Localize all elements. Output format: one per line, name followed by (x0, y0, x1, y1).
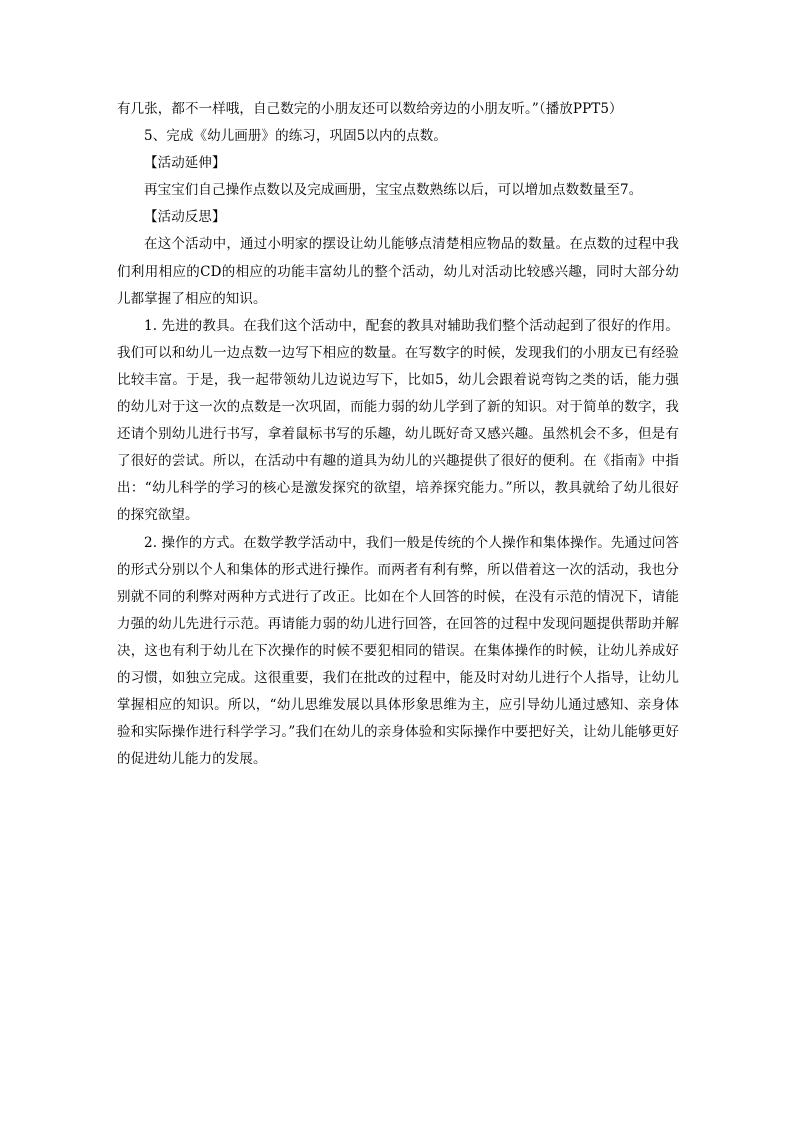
heading-activity-extension: 【活动延伸】 (144, 155, 226, 172)
paragraph-continuation: 有几张，都不一样哦，自己数完的小朋友还可以数给旁边的小朋友听。”（播放PPT5） (117, 101, 623, 117)
paragraph-reflection-intro: 在这个活动中，通过小明家的摆设让幼儿能够点清楚相应物品的数量。在点数的过程中我们利用相应的CD的相应的功能丰富幼儿的整个活动，幼儿对活动比较感兴趣，同时大部分幼儿都掌握了相应的知识。 (117, 236, 679, 307)
paragraph-reflection-point-1: 1. 先进的教具。在我们这个活动中，配套的教具对辅助我们整个活动起到了很好的作用。我们可以和幼儿一边点数一边写下相应的数量。在写数字的时候，发现我们的小朋友已有经验比较丰富。于是，我一起带领幼儿边说边写下，比如5，幼儿会跟着说弯钩之类的话，能力强的幼儿对于这一次的点数是一次巩固，而能力弱的幼儿学到了新的知识。对于简单的数字，我还请个别幼儿进行书写，拿着鼠标书写的乐趣，幼儿既好奇又感兴趣。虽然机会不多，但是有了很好的尝试。所以，在活动中有趣的道具为幼儿的兴趣提供了很好的便利。在《指南》中指出：“幼儿科学的学习的核心是激发探究的欲望，培养探究能力。”所以，教具就给了幼儿很好的探究欲望。 (117, 317, 679, 524)
paragraph-step-5: 5、完成《幼儿画册》的练习，巩固5以内的点数。 (144, 128, 447, 145)
document-body (117, 96, 679, 773)
paragraph-extension: 再宝宝们自己操作点数以及完成画册，宝宝点数熟练以后，可以增加点数数量至7。 (144, 182, 643, 199)
heading-activity-reflection: 【活动反思】 (144, 209, 226, 226)
paragraph-reflection-point-2: 2. 操作的方式。在数学教学活动中，我们一般是传统的个人操作和集体操作。先通过问答的形式分别以个人和集体的形式进行操作。而两者有利有弊，所以借着这一次的活动，我也分别就不同的利弊对两种方式进行了改正。比如在个人回答的时候，在没有示范的情况下，请能力强的幼儿先进行示范。再请能力弱的幼儿进行回答，在回答的过程中发现问题提供帮助并解决，这也有利于幼儿在下次操作的时候不要犯相同的错误。在集体操作的时候，让幼儿养成好的习惯，如独立完成。这很重要，我们在批改的过程中，能及时对幼儿进行个人指导，让幼儿掌握相应的知识。所以，“幼儿思维发展以具体形象思维为主，应引导幼儿通过感知、亲身体验和实际操作进行科学学习。”我们在幼儿的亲身体验和实际操作中要把好关，让幼儿能够更好的促进幼儿能力的发展。 (117, 534, 679, 768)
